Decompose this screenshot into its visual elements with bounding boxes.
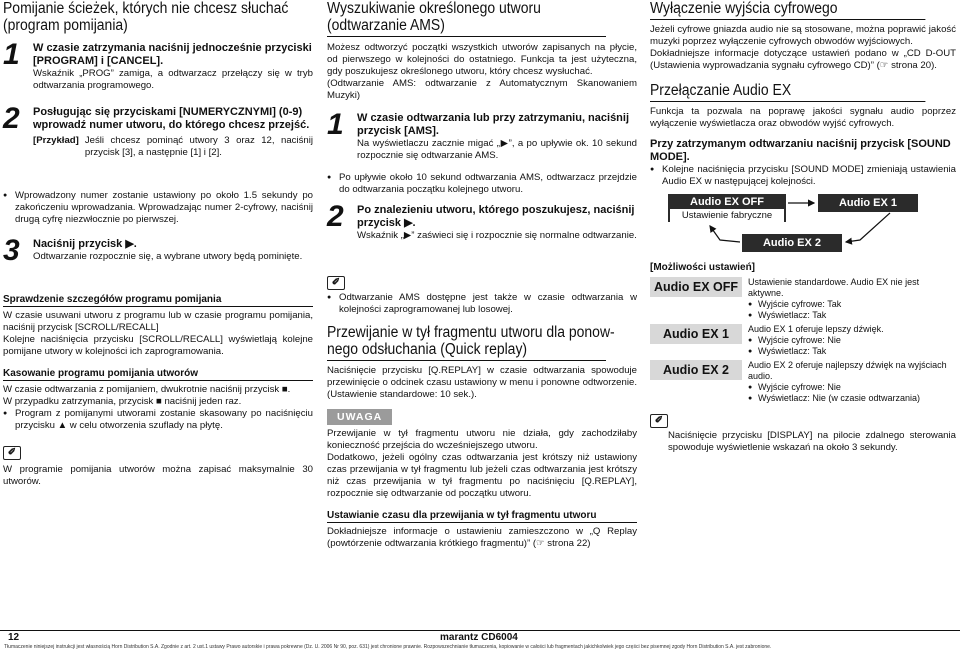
- heading-quick-replay-line-2: nego odsłuchania (Quick replay): [327, 341, 606, 361]
- option-detail: ● Wyświetlacz: Tak: [748, 310, 956, 321]
- audio-ex-bullet: ● Kolejne naciśnięcia przycisku [SOUND MODE] zmieniają ustawienia Audio EX w następującej kolejności.: [650, 164, 956, 188]
- option-detail: ● Wyjście cyfrowe: Tak: [748, 299, 956, 310]
- pencil-note-icon: ✐: [327, 276, 345, 290]
- section-title: Pomijanie ścieżek, których nie chcesz słuchać: [3, 0, 289, 17]
- option-detail: ● Wyświetlacz: Tak: [748, 346, 884, 357]
- warning-label: UWAGA: [327, 407, 637, 425]
- step-number: 1: [327, 108, 344, 141]
- step-2: [327, 200, 637, 262]
- intro-paragraph: Możesz odtworzyć początki wszystkich utworów zapisanych na płycie, od pierwszego w kolejności do ostatniego. Funkcja ta jest użyteczna, gdy poszukujesz określonego utworu, który chcesz wysłuchać.: [327, 42, 637, 77]
- options-heading: [Możliwości ustawień]: [650, 262, 756, 273]
- section-subtitle: (odtwarzanie AMS): [327, 17, 606, 37]
- intro-note: (Odtwarzanie AMS: odtwarzanie z Automatycznym Skanowaniem Muzyki): [327, 78, 637, 101]
- factory-default-label: Ustawienie fabryczne: [670, 209, 784, 223]
- heading-audio-ex: Przełączanie Audio EX: [650, 82, 925, 102]
- info-bullet: ● Po upływie około 10 sekund odtwarzania AMS, odtwarzacz przejdzie do odtwarzania początku kolejnego utworu.: [327, 172, 637, 196]
- note-text: Naciśnięcie przycisku [DISPLAY] na pilocie zdalnego sterowania spowoduje wyświetlenie wskazań na około 3 sekundy.: [668, 430, 956, 453]
- note-bullet: ● Odtwarzanie AMS dostępne jest także w czasie odtwarzania w kolejności zaprogramowanej lub losowej.: [327, 292, 637, 316]
- info-bullet: ● Wprowadzony numer zostanie ustawiony po około 1.5 sekundy po zakończeniu wprowadzania. Wprowadzając numer 2-cyfrowy, naciśnij drugą cyfrę niezwłocznie po pierwszej.: [3, 190, 313, 226]
- step-2: [3, 102, 313, 184]
- digital-paragraph-2: Dokładniejsze informacje dotyczące ustawień podano w „CD D-OUT (Ustawienia wyprowadzania sygnału cyfrowego CD)” (☞ strona 20).: [650, 48, 956, 71]
- example-label: [Przykład]: [33, 135, 79, 146]
- step-note: Odtwarzanie rozpocznie się, a wybrane utwory będą pominięte.: [33, 251, 303, 262]
- step-instruction: Posługując się przyciskami [NUMERYCZNYMI] (0-9) wprowadź numer utworu, do którego chcesz przejść.: [33, 106, 310, 131]
- option-summary: Ustawienie standardowe. Audio EX nie jest aktywne.: [748, 277, 920, 298]
- model-name: marantz CD6004: [440, 632, 518, 643]
- option-detail: ● Wyjście cyfrowe: Nie: [748, 382, 956, 393]
- column-digital-output: [650, 0, 956, 454]
- options-list: [650, 277, 956, 404]
- option-row: [650, 360, 956, 404]
- step-instruction: W czasie odtwarzania lub przy zatrzymaniu, naciśnij przycisk [AMS].: [357, 112, 630, 137]
- delete-paragraph-1: W czasie odtwarzania z pomijaniem, dwukrotnie naciśnij przycisk ■.: [3, 384, 291, 395]
- step-1: [327, 108, 637, 172]
- check-paragraph-1: W czasie usuwani utworu z programu lub w czasie programu pomijania, naciśnij przycisk [SCROLL/RECALL]: [3, 310, 313, 333]
- delete-paragraph-2: W przypadku zatrzymania, przycisk ■ naciśnij jeden raz.: [3, 396, 242, 407]
- cycle-off-box: Audio EX OFF Ustawienie fabryczne: [668, 194, 786, 222]
- option-description: [748, 324, 884, 357]
- cycle-ex1-box: Audio EX 1: [818, 194, 918, 212]
- option-summary: Audio EX 2 oferuje najlepszy dźwięk na wyjściach audio.: [748, 360, 947, 381]
- warning-paragraph-1: Przewijanie w tył fragmentu utworu nie działa, gdy zachodziłaby konieczność przejścia do wcześniejszego utworu.: [327, 428, 637, 451]
- heading-delete-program: Kasowanie programu pomijania utworów: [3, 368, 313, 381]
- audio-ex-instruction: Przy zatrzymanym odtwarzaniu naciśnij przycisk [SOUND MODE].: [650, 138, 951, 163]
- step-3: [3, 234, 313, 286]
- check-paragraph-2: Kolejne naciśnięcia przycisku [SCROLL/RECALL] wyświetlają kolejne pomijane utwory w kolejności ich zaprogramowania.: [3, 334, 313, 357]
- note-block: [3, 442, 313, 488]
- replay-paragraph: Naciśnięcie przycisku [Q.REPLAY] w czasie odtwarzania spowoduje przewinięcie o odcinek czasu ustawiony w menu i ponowne odtworzenie. (Ustawienie standardowe: 10 sek.).: [327, 365, 637, 400]
- heading-quick-replay: Przewijanie w tył fragmentu utworu dla ponow-: [327, 324, 615, 341]
- audio-ex-paragraph: Funkcja ta pozwala na poprawę jakości sygnału audio poprzez wyłączenie wyświetlacza oraz obwodów wyjść cyfrowych.: [650, 106, 956, 129]
- warning-paragraph-2: Dodatkowo, jeżeli ogólny czas odtwarzania jest krótszy niż ustawiony czas przewijania w tył fragmentu lub jeżeli czas odtwarzania jest krótszy niż czas przewijania w tył fragmentu po naciśnięciu [Q.REPLAY], rozpocznie się odtwarzanie od początku utworu.: [327, 452, 637, 499]
- option-name-box: Audio EX 2: [650, 360, 742, 380]
- option-name-box: Audio EX OFF: [650, 277, 742, 297]
- cycle-arrows: [650, 194, 950, 260]
- pencil-note-icon: ✐: [650, 414, 668, 428]
- option-detail: ● Wyświetlacz: Nie (w czasie odtwarzania): [748, 393, 956, 404]
- option-description: [748, 360, 956, 404]
- option-row: [650, 277, 956, 321]
- page-number: 12: [8, 632, 20, 643]
- step-note: Wskaźnik „▶” zaświeci się i rozpocznie się normalne odtwarzanie.: [357, 230, 637, 241]
- section-subtitle: (program pomijania): [3, 17, 128, 34]
- step-instruction: Po znalezieniu utworu, którego poszukujesz, naciśnij przycisk ▶.: [357, 204, 635, 229]
- step-instruction: Naciśnij przycisk ▶.: [33, 238, 137, 250]
- delete-bullet: ● Program z pomijanymi utworami zostanie skasowany po naciśnięciu przycisku ▲ w celu otworzenia szuflady na płytę.: [3, 408, 313, 432]
- section-title: Wyłączenie wyjścia cyfrowego: [650, 0, 925, 20]
- replay-time-paragraph: Dokładniejsze informacje o ustawieniu zamieszczono w „Q Replay (powtórzenie odtwarzania krótkiego fragmentu)” (☞ strona 22): [327, 526, 637, 549]
- step-number: 2: [3, 102, 20, 135]
- option-name-box: Audio EX 1: [650, 324, 742, 344]
- audio-ex-cycle-diagram: [650, 194, 956, 260]
- step-1: [3, 38, 313, 102]
- option-detail: ● Wyjście cyfrowe: Nie: [748, 335, 884, 346]
- digital-paragraph-1: Jeżeli cyfrowe gniazda audio nie są stosowane, można poprawić jakość muzyki poprzez wyłączenie cyfrowych obwodów wyjściowych.: [650, 24, 956, 47]
- option-description: [748, 277, 956, 321]
- cycle-ex2-box: Audio EX 2: [742, 234, 842, 252]
- column-skip-program: [3, 0, 313, 488]
- step-note: Na wyświetlaczu zacznie migać „▶”, a po upływie ok. 10 sekund rozpocznie się odtwarzanie AMS.: [357, 138, 637, 161]
- step-number: 2: [327, 200, 344, 233]
- step-number: 3: [3, 234, 20, 267]
- heading-replay-time: Ustawianie czasu dla przewijania w tył fragmentu utworu: [327, 510, 637, 523]
- option-row: [650, 324, 956, 357]
- step-note: Wskaźnik „PROG” zamiga, a odtwarzacz przełączy się w tryb odtwarzania programowego.: [33, 68, 313, 91]
- example: [33, 135, 313, 159]
- pencil-note-icon: ✐: [3, 446, 21, 460]
- note-block: [650, 410, 956, 454]
- section-title: Wyszukiwanie określonego utworu: [327, 0, 541, 17]
- heading-check-program: Sprawdzenie szczegółów programu pomijania: [3, 294, 313, 307]
- note-text: W programie pomijania utworów można zapisać maksymalnie 30 utworów.: [3, 464, 313, 487]
- option-summary: Audio EX 1 oferuje lepszy dźwięk.: [748, 324, 884, 334]
- step-instruction: W czasie zatrzymania naciśnij jednocześnie przyciski [PROGRAM] i [CANCEL].: [33, 42, 312, 67]
- page-footer: [0, 630, 960, 650]
- step-number: 1: [3, 38, 20, 71]
- column-ams: [327, 0, 637, 550]
- example-text: Jeśli chcesz pominąć utwory 3 oraz 12, naciśnij przycisk [3], a następnie [1] i [2].: [84, 135, 313, 158]
- note-block: [327, 272, 637, 316]
- legal-notice: Tłumaczenie niniejszej instrukcji jest własnością Horn Distribution S.A. Zgodnie z art. 2 ust.1 ustawy Prawo autorskie i prawa pokrewne (Dz. U. 2006 Nr 90, poz. 631) jest chronione prawnie. Rozpowszechnianie tłumaczenia, kopiowanie w całości lub fragmentach jakichkolwiek jego części bez pisemnej zgody Horn Distribution S.A. jest zabronione.: [4, 644, 772, 650]
